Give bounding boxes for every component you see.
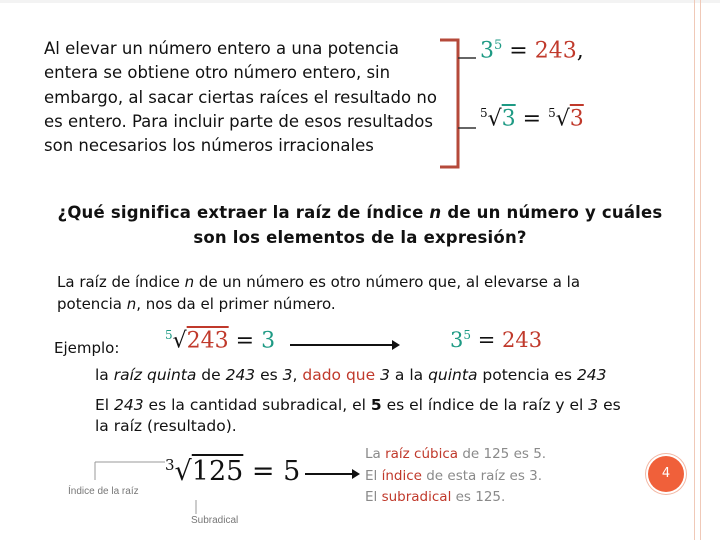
ex-t6: 3 bbox=[282, 366, 293, 384]
example-radicand: 243 bbox=[186, 328, 229, 354]
note-highlight: raíz cúbica bbox=[385, 446, 459, 462]
ex-t11: a la bbox=[389, 366, 429, 384]
question-heading bbox=[40, 200, 680, 250]
root-index-rhs: 5 bbox=[548, 106, 556, 120]
root-radicand: 3 bbox=[501, 106, 516, 132]
question-text-2: de un número y cuáles son los elementos de la expresión? bbox=[193, 203, 663, 247]
ex-t1: la bbox=[95, 366, 114, 384]
example-pow-result: 243 bbox=[502, 328, 543, 352]
example-result: 3 bbox=[261, 328, 276, 354]
power-base: 3 bbox=[480, 38, 494, 64]
intro-paragraph: Al elevar un número entero a una potencia entera se obtiene otro número entero, sin embargo, al sacar ciertas raíces el resultado no es entero. Para incluir parte de esos resultados son necesarios los números irracionales bbox=[44, 39, 437, 156]
diagram-arrow-icon bbox=[305, 469, 360, 479]
ex-t4: 243 bbox=[225, 366, 256, 384]
example-root-index: 5 bbox=[165, 328, 173, 342]
note-line bbox=[365, 487, 546, 509]
example-pow-base: 3 bbox=[450, 328, 464, 352]
root-equals: = bbox=[522, 106, 542, 132]
note-post: es 125. bbox=[451, 489, 506, 505]
diagram-radicand: 125 bbox=[191, 456, 244, 487]
ex-t8: dado que bbox=[302, 366, 376, 384]
power-equals: = bbox=[509, 38, 528, 64]
definition-text-2: de un número es otro número que, al elevarse a la potencia bbox=[57, 273, 581, 313]
diagram-radical-sign: √ bbox=[174, 456, 192, 487]
root-radicand-rhs: 3 bbox=[569, 106, 584, 132]
slide-right-rule-2 bbox=[700, 0, 701, 540]
diagram-root-index: 3 bbox=[165, 456, 175, 474]
note-line bbox=[365, 466, 546, 488]
power-result: 243 bbox=[534, 38, 577, 64]
example-power-equation bbox=[450, 328, 542, 352]
definition-text-3: , nos da el primer número. bbox=[136, 295, 336, 313]
right-arrow-icon bbox=[290, 340, 400, 350]
ex-t7: , bbox=[292, 366, 303, 384]
grouping-bracket bbox=[438, 36, 478, 171]
radical-sign: √ bbox=[487, 106, 502, 132]
page-number-badge: 4 bbox=[648, 456, 684, 492]
note-highlight: subradical bbox=[381, 489, 452, 505]
diagram-notes bbox=[365, 444, 546, 509]
terms-t6: 3 bbox=[588, 396, 599, 414]
note-pre: La bbox=[365, 446, 386, 462]
example-label: Ejemplo: bbox=[54, 339, 120, 357]
ex-t5: es bbox=[255, 366, 283, 384]
example-equals: = bbox=[235, 328, 255, 354]
slide-top-border bbox=[0, 0, 720, 3]
ex-t2: raíz quinta bbox=[113, 366, 197, 384]
example-sentence bbox=[95, 364, 607, 386]
diagram-equals: = bbox=[251, 456, 275, 487]
terms-paragraph bbox=[95, 395, 635, 437]
question-text-1: ¿Qué significa extraer la raíz de índice bbox=[57, 203, 430, 222]
root-equation bbox=[480, 106, 584, 131]
definition-n2: n bbox=[126, 295, 137, 313]
root-index: 5 bbox=[480, 106, 488, 120]
example-pow-equals: = bbox=[477, 328, 496, 352]
index-label: Índice de la raíz bbox=[68, 486, 139, 497]
note-highlight: índice bbox=[381, 467, 422, 484]
power-comma: , bbox=[576, 38, 584, 64]
definition-paragraph bbox=[57, 271, 647, 315]
example-pow-exponent: 5 bbox=[463, 328, 472, 342]
terms-t5: es el índice de la raíz y el bbox=[381, 396, 589, 414]
diagram-result: 5 bbox=[283, 456, 301, 487]
example-radical-sign: √ bbox=[172, 328, 187, 354]
terms-t2: 243 bbox=[114, 396, 144, 414]
note-pre: El bbox=[365, 467, 382, 484]
example-root-equation bbox=[165, 328, 275, 353]
terms-t1: El bbox=[95, 396, 115, 414]
ex-t10: 3 bbox=[380, 366, 390, 384]
note-post: de esta raíz es 3. bbox=[421, 467, 543, 484]
definition-text-1: La raíz de índice bbox=[57, 273, 185, 291]
question-n: n bbox=[429, 203, 442, 222]
note-pre: El bbox=[365, 489, 382, 505]
slide-right-rule bbox=[694, 0, 695, 540]
radical-sign-rhs: √ bbox=[555, 106, 570, 132]
ex-t3: de bbox=[196, 366, 226, 384]
ex-t14: 243 bbox=[576, 366, 607, 384]
note-line bbox=[365, 444, 546, 466]
power-equation bbox=[480, 38, 584, 63]
ex-t13: potencia es bbox=[477, 366, 577, 384]
terms-t4: 5 bbox=[370, 396, 382, 414]
ex-t12: quinta bbox=[428, 366, 478, 384]
note-post: de 125 es 5. bbox=[458, 446, 547, 462]
power-exponent: 5 bbox=[494, 38, 503, 53]
terms-t7: es la raíz (resultado). bbox=[95, 396, 621, 435]
terms-t3: es la cantidad subradical, el bbox=[143, 396, 371, 414]
subradical-label: Subradical bbox=[191, 515, 239, 526]
definition-n1: n bbox=[184, 273, 195, 291]
diagram-root-equation bbox=[165, 456, 300, 487]
